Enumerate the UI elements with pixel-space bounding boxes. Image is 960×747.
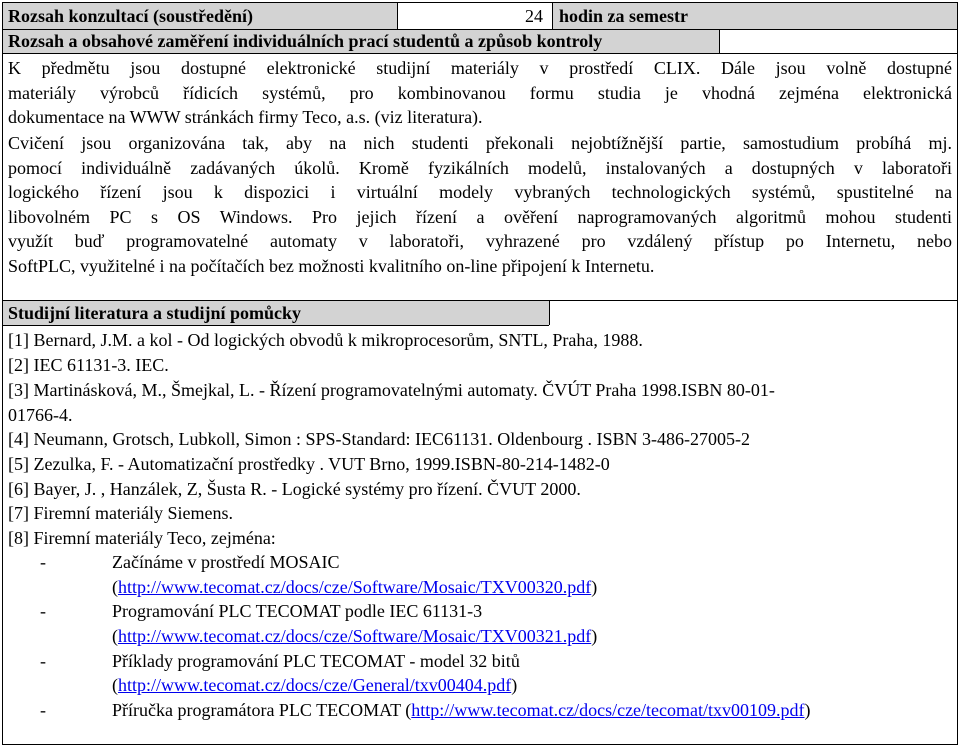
teco-doc-link-line [112,576,597,599]
teco-doc-link-line [112,699,811,722]
paragraph-exercises [8,131,952,278]
consult-label: Rozsah konzultací (soustředění) [8,6,254,26]
paren-close: ) [591,577,598,597]
reference-item: [2] IEC 61131-3. IEC. [8,355,169,375]
paren-open: ( [112,626,118,646]
paren-close: ) [591,626,598,646]
teco-doc-link-line [112,674,517,697]
reference-item: [6] Bayer, J. , Hanzálek, Z, Šusta R. - Logické systémy pro řízení. ČVUT 2000. [8,479,581,499]
reference-item: [4] Neumann, Grotsch, Lubkoll, Simon : SPS-Standard: IEC61131. Oldenbourg . ISBN 3-486-27005-2 [8,429,750,449]
section-title-literature: Studijní literatura a studijní pomůcky [8,303,302,323]
teco-doc-title: Začínáme v prostředí MOSAIC [112,552,340,572]
teco-doc-link-programmer-manual[interactable]: http://www.tecomat.cz/docs/cze/tecomat/txv00109.pdf [411,700,805,720]
teco-doc-title: Příručka programátora PLC TECOMAT [112,700,401,720]
paren-open: ( [405,700,412,720]
reference-item: [1] Bernard, J.M. a kol - Od logických obvodů k mikroprocesorům, SNTL, Praha, 1988. [8,330,643,350]
paren-open: ( [112,675,118,695]
paragraph-line: K předmětu jsou dostupné elektronické studijní materiály v prostředí CLIX. Dále jsou volně dostupné [8,58,952,78]
paragraph-materials [8,56,952,130]
reference-item: [7] Firemní materiály Siemens. [8,503,233,523]
paragraph-line: logického řízení jsou k dispozici i virtuální modely vybraných technologických systémů, spustitelné na [8,182,952,202]
paren-close: ) [804,700,811,720]
paragraph-line: pomocí individuálně zadávaných úkolů. Kromě fyzikálních modelů, instalovaných a dostupných v laboratoři [8,157,952,178]
paragraph-line: SoftPLC, využitelné i na počítačích bez možnosti kvalitního on-line připojení k Internetu. [8,255,655,276]
list-dash: - [40,601,46,621]
paragraph-line: dokumentace na WWW stránkách firmy Teco, a.s. (viz literatura). [8,107,483,127]
teco-doc-link-iec-programming[interactable]: http://www.tecomat.cz/docs/cze/Software/Mosaic/TXV00321.pdf [118,626,592,646]
paragraph-line: využít buď programovatelné automaty v laboratoři, vyhrazené pro vzdálený přístup po Internetu, nebo [8,231,952,251]
reference-item: [8] Firemní materiály Teco, zejména: [8,528,276,548]
section-title-individual-work: Rozsah a obsahové zaměření individuálních prací studentů a způsob kontroly [8,31,603,51]
reference-item: 01766-4. [8,405,73,425]
teco-doc-title: Příklady programování PLC TECOMAT - model 32 bitů [112,651,520,671]
teco-doc-link-mosaic-intro[interactable]: http://www.tecomat.cz/docs/cze/Software/Mosaic/TXV00320.pdf [118,577,592,597]
teco-doc-title: Programování PLC TECOMAT podle IEC 61131-3 [112,601,483,621]
consult-hours: 24 [525,6,543,26]
teco-doc-link-examples[interactable]: http://www.tecomat.cz/docs/cze/General/txv00404.pdf [118,675,512,695]
paragraph-line: Cvičení jsou organizována tak, aby na nich studenti překonali nejobtížnější partie, samostudium probíhá mj. [8,133,952,153]
reference-item: [3] Martinásková, M., Šmejkal, L. - Řízení programovatelnými automaty. ČVÚT Praha 1998.ISBN 80-01- [8,380,775,400]
teco-doc-link-line [112,625,597,648]
paragraph-line: libovolném PC s OS Windows. Pro jejich řízení a ověření naprogramovaných algoritmů mohou studenti [8,206,952,227]
hours-unit-label: hodin za semestr [559,6,688,26]
paren-open: ( [112,577,118,597]
paragraph-line: materiály výrobců řídicích systémů, pro kombinovanou formu studia je vhodná zejména elektronická [8,82,952,103]
paren-close: ) [511,675,518,695]
reference-item: [5] Zezulka, F. - Automatizační prostředky . VUT Brno, 1999.ISBN-80-214-1482-0 [8,454,610,474]
list-dash: - [40,552,46,572]
list-dash: - [40,651,46,671]
list-dash: - [40,700,46,720]
